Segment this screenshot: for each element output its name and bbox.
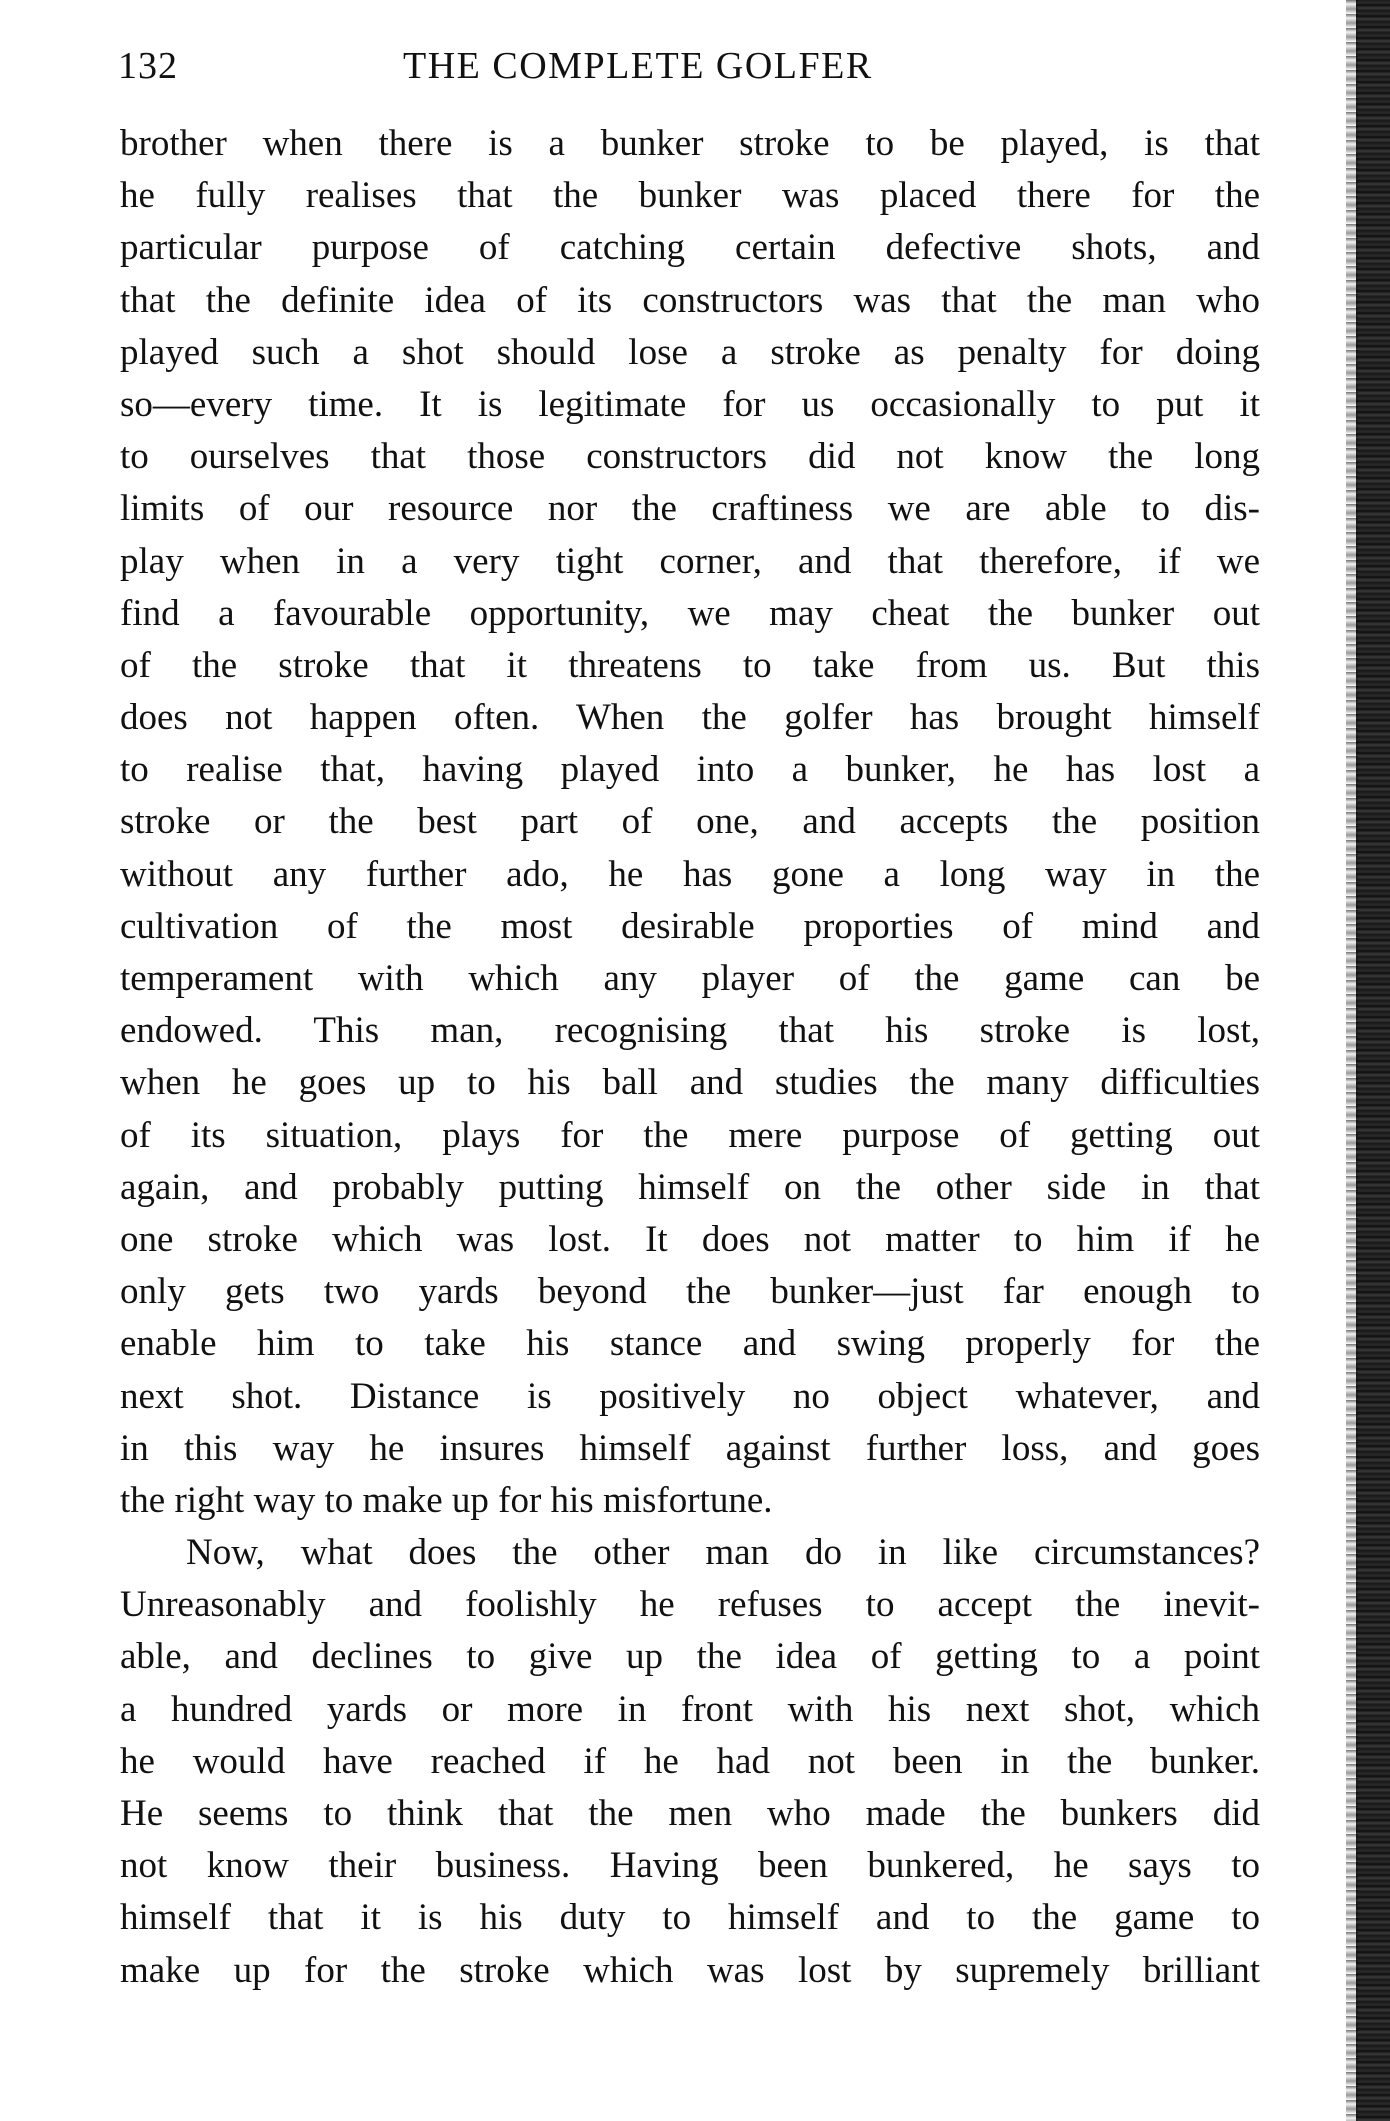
text-line: again, and probably putting himself on the other side in that	[120, 1166, 1260, 1208]
text-line: brother when there is a bunker stroke to be played, is that	[120, 123, 1260, 164]
text-line: only gets two yards beyond the bunker—just far enough to	[120, 1271, 1260, 1313]
text-line: stroke or the best part of one, and accepts the position	[120, 801, 1260, 843]
text-line: to realise that, having played into a bunker, he has lost a	[120, 749, 1260, 791]
text-line: enable him to take his stance and swing properly for the	[120, 1323, 1260, 1365]
text-line: played such a shot should lose a stroke as penalty for doing	[120, 331, 1260, 373]
text-line: make up for the stroke which was lost by supremely brilliant	[120, 1949, 1260, 1991]
page-number: 132	[118, 45, 178, 87]
text-line: he fully realises that the bunker was placed there for the	[120, 175, 1260, 217]
text-line: next shot. Distance is positively no object whatever, and	[120, 1375, 1260, 1417]
text-line: without any further ado, he has gone a long way in the	[120, 853, 1260, 895]
text-line: cultivation of the most desirable proporties of mind and	[120, 905, 1260, 947]
text-line: a hundred yards or more in front with his next shot, which	[120, 1688, 1260, 1730]
text-line: does not happen often. When the golfer has brought himself	[120, 697, 1260, 739]
text-line: when he goes up to his ball and studies the many difficulties	[120, 1062, 1260, 1104]
running-head	[118, 44, 1263, 106]
page-edge-shadow	[1356, 0, 1390, 2121]
text-line: in this way he insures himself against further loss, and goes	[120, 1427, 1260, 1469]
text-line: Unreasonably and foolishly he refuses to accept the inevit-	[120, 1584, 1260, 1626]
text-line: so—every time. It is legitimate for us occasionally to put it	[120, 383, 1260, 425]
text-line: particular purpose of catching certain defective shots, and	[120, 227, 1260, 269]
text-line: temperament with which any player of the game can be	[120, 958, 1260, 999]
text-line: himself that it is his duty to himself and to the game to	[120, 1897, 1260, 1939]
text-line: limits of our resource nor the craftiness we are able to dis-	[120, 488, 1260, 530]
text-line: play when in a very tight corner, and that therefore, if we	[120, 540, 1260, 582]
text-line: one stroke which was lost. It does not matter to him if he	[120, 1218, 1260, 1260]
text-line: He seems to think that the men who made the bunkers did	[120, 1793, 1260, 1834]
body-text	[120, 118, 1260, 1997]
text-line: not know their business. Having been bunkered, he says to	[120, 1845, 1260, 1887]
text-line: that the definite idea of its constructors was that the man who	[120, 279, 1260, 321]
text-line: endowed. This man, recognising that his stroke is lost,	[120, 1010, 1260, 1052]
text-line: find a favourable opportunity, we may cheat the bunker out	[120, 592, 1260, 634]
text-line: he would have reached if he had not been in the bunker.	[120, 1740, 1260, 1782]
paragraph-end-line: the right way to make up for his misfortune.	[120, 1479, 773, 1521]
text-line: to ourselves that those constructors did not know the long	[120, 436, 1260, 478]
text-line: of the stroke that it threatens to take from us. But this	[120, 644, 1260, 686]
paragraph-start-line: Now, what does the other man do in like circumstances?	[186, 1532, 1260, 1574]
text-line: able, and declines to give up the idea of getting to a point	[120, 1636, 1260, 1678]
text-line: of its situation, plays for the mere purpose of getting out	[120, 1114, 1260, 1156]
book-title: THE COMPLETE GOLFER	[403, 45, 873, 87]
